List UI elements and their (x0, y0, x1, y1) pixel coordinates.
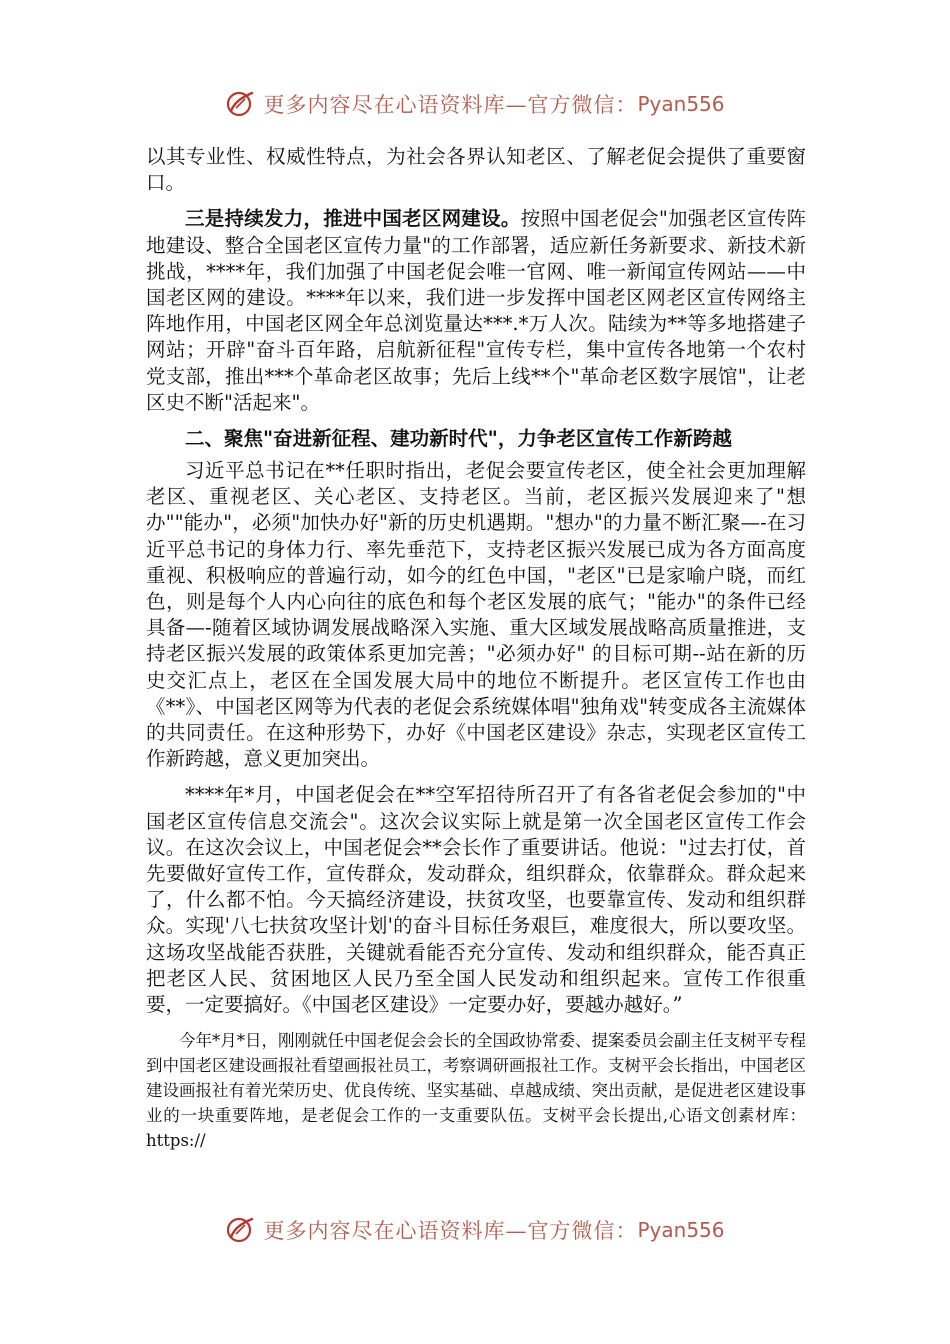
header-banner (0, 84, 950, 124)
banner-wechat-id: Pyan556 (637, 92, 725, 116)
paragraph-website-body: 按照中国老促会"加强老区宣传阵地建设、整合全国老区宣传力量"的工作部署，适应新任务新要求、新技术新挑战，****年，我们加强了中国老促会唯一官网、唯一新闻宣传网站——中国老区网的建设。****年以来，我们进一步发挥中国老区网老区宣传网络主阵地作用，中国老区网全年总浏览量达***.*万人次。陆续为**等多地搭建子网站；开辟"奋斗百年路，启航新征程"宣传专栏，集中宣传各地第一个农村党支部，推出***个革命老区故事；先后上线**个"革命老区数字展馆"，让老区史不断"活起来"。 (146, 207, 806, 414)
paragraph-xi-remarks: 习近平总书记在**任职时指出，老促会要宣传老区，使全社会更加理解老区、重视老区、关心老区、支持老区。当前，老区振兴发展迎来了"想办""能办"，必须"加快办好"新的历史机遇期。"想办"的力量不断汇聚—-在习近平总书记的身体力行、率先垂范下，支持老区振兴发展已成为各方面高度重视、积极响应的普遍行动，如今的红色中国，"老区"已是家喻户晓，而红色，则是每个人内心向往的底色和每个老区发展的底气；"能办"的条件已经具备—-随着区域协调发展战略深入实施、重大区域发展战略高质量推进，支持老区振兴发展的政策体系更加完善；"必须办好" 的目标可期--站在新的历史交汇点上，老区在全国发展大局中的地位不断提升。老区宣传工作也由《**》、中国老区网等为代表的老促会系统媒体唱"独角戏"转变成各主流媒体的共同责任。在这种形势下，办好《中国老区建设》杂志，实现老区宣传工作新跨越，意义更加突出。 (146, 459, 806, 771)
paragraph-intro: 以其专业性、权威性特点，为社会各界认知老区、了解老促会提供了重要窗口。 (146, 145, 806, 195)
paragraph-visit: 今年*月*日，刚刚就任中国老促会会长的全国政协常委、提案委员会副主任支树平专程到中国老区建设画报社看望画报社员工，考察调研画报社工作。支树平会长指出，中国老区建设画报社有着光荣历史、优良传统、坚实基础、卓越成绩、突出贡献，是促进老区建设事业的一块重要阵地，是老促会工作的一支重要队伍。支树平会长提出,心语文创素材库：https:// (146, 1031, 806, 1151)
brand-logo-icon (225, 89, 255, 119)
banner-text: 更多内容尽在心语资料库—官方微信： (263, 1219, 638, 1243)
paragraph-website-lead: 三是持续发力，推进中国老区网建设。 (185, 207, 521, 231)
banner-wechat-id: Pyan556 (637, 1218, 725, 1242)
footer-banner (0, 1210, 950, 1250)
document-body (146, 144, 806, 1153)
paragraph-website (146, 206, 806, 416)
section-heading-2: 二、聚焦"奋进新征程、建功新时代"，力争老区宣传工作新跨越 (185, 427, 732, 451)
paragraph-conference: ****年*月，中国老促会在**空军招待所召开了有各省老促会参加的"中国老区宣传信息交流会"。这次会议实际上就是第一次全国老区宣传工作会议。在这次会议上，中国老促会**会长作了重要讲话。他说："过去打仗，首先要做好宣传工作，宣传群众，发动群众，组织群众，依靠群众。群众起来了，什么都不怕。今天搞经济建设，扶贫攻坚，也要靠宣传、发动和组织群众。实现'八七扶贫攻坚计划'的奋斗目标任务艰巨，难度很大，所以要攻坚。这场攻坚战能否获胜，关键就看能否充分宣传、发动和组织群众，能否真正把老区人民、贫困地区人民乃至全国人民发动和组织起来。宣传工作很重要，一定要搞好。《中国老区建设》一定要办好，要越办越好。” (146, 783, 806, 1017)
banner-text: 更多内容尽在心语资料库—官方微信： (263, 93, 638, 117)
brand-logo-icon (225, 1215, 255, 1245)
